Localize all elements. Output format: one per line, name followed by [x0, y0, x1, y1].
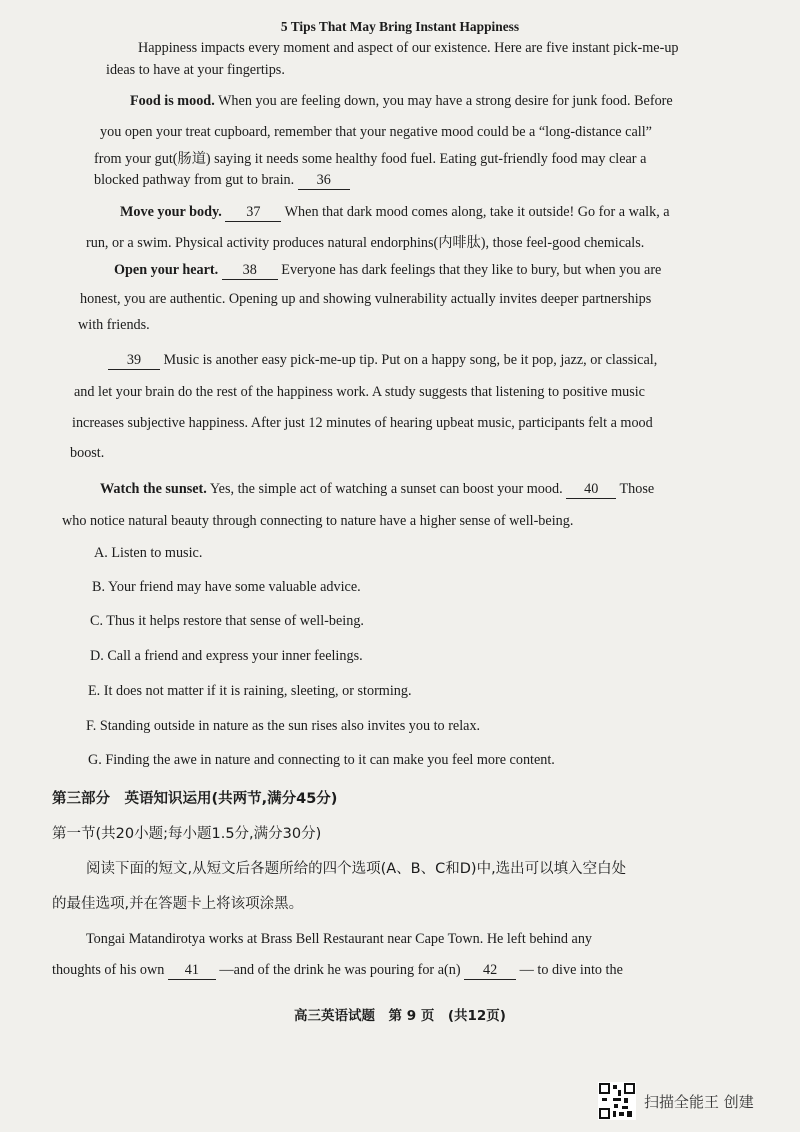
- music-paragraph-line-1: [108, 352, 657, 370]
- qr-code-icon: [598, 1082, 636, 1120]
- cloze-text-2a: thoughts of his own: [52, 962, 165, 978]
- cloze-text-2b: —and of the drink he was pouring for a(n): [219, 962, 461, 978]
- blank-38: 38: [222, 262, 278, 280]
- sunset-paragraph-line-2: who notice natural beauty through connecting to nature have a higher sense of well-being.: [62, 513, 574, 529]
- option-d: D. Call a friend and express your inner feelings.: [90, 648, 363, 664]
- scanner-watermark: [598, 1082, 754, 1120]
- food-paragraph-line-1: [130, 93, 673, 110]
- food-text-1: When you are feeling down, you may have a strong desire for junk food. Before: [214, 93, 673, 109]
- intro-line-1: Happiness impacts every moment and aspect of our existence. Here are five instant pick-me-up: [138, 40, 679, 56]
- heart-text-1: Everyone has dark feelings that they like to bury, but when you are: [277, 262, 662, 278]
- food-paragraph-line-3: from your gut(肠道) saying it needs some healthy food fuel. Eating gut-friendly food may clear a: [94, 151, 647, 167]
- part3-heading: 第三部分 英语知识运用(共两节,满分45分): [52, 791, 338, 807]
- body-heading: Move your body.: [120, 204, 222, 220]
- food-text-4: blocked pathway from gut to brain.: [94, 172, 295, 188]
- option-f: F. Standing outside in nature as the sun rises also invites you to relax.: [86, 718, 481, 734]
- heart-paragraph-line-2: honest, you are authentic. Opening up and showing vulnerability actually invites deeper partnerships: [80, 291, 652, 307]
- sunset-paragraph-line-1: [100, 481, 654, 499]
- heart-heading: Open your heart.: [114, 262, 219, 278]
- body-paragraph-line-1: [120, 204, 670, 222]
- blank-36: 36: [298, 172, 350, 190]
- part3-instructions-1: 阅读下面的短文,从短文后各题所给的四个选项(A、B、C和D)中,选出可以填入空白处: [86, 861, 627, 877]
- blank-42: 42: [464, 962, 516, 980]
- food-paragraph-line-4: [94, 172, 350, 190]
- sunset-text-1b: Those: [616, 481, 655, 497]
- music-paragraph-line-4: boost.: [70, 445, 105, 461]
- option-g: G. Finding the awe in nature and connecting to it can make you feel more content.: [88, 752, 555, 768]
- option-b: B. Your friend may have some valuable advice.: [92, 579, 361, 595]
- option-a: A. Listen to music.: [94, 545, 203, 561]
- food-paragraph-line-2: you open your treat cupboard, remember that your negative mood could be a “long-distance call”: [100, 124, 652, 140]
- body-paragraph-line-2: run, or a swim. Physical activity produces natural endorphins(内啡肽), those feel-good chemicals.: [86, 235, 645, 251]
- option-e: E. It does not matter if it is raining, sleeting, or storming.: [88, 683, 412, 699]
- part3-section1: 第一节(共20小题;每小题1.5分,满分30分): [52, 826, 322, 842]
- body-text-1: When that dark mood comes along, take it outside! Go for a walk, a: [281, 204, 670, 220]
- cloze-line-2: [52, 962, 623, 980]
- heart-paragraph-line-3: with friends.: [78, 317, 150, 333]
- cloze-text-2c: — to dive into the: [519, 962, 623, 978]
- blank-39: 39: [108, 352, 160, 370]
- cloze-line-1: Tongai Matandirotya works at Brass Bell Restaurant near Cape Town. He left behind any: [86, 931, 593, 947]
- food-heading: Food is mood.: [130, 93, 215, 109]
- heart-paragraph-line-1: [114, 262, 661, 280]
- blank-40: 40: [566, 481, 616, 499]
- blank-37: 37: [225, 204, 281, 222]
- sunset-heading: Watch the sunset.: [100, 481, 207, 497]
- brand-label: 扫描全能王 创建: [644, 1092, 754, 1111]
- music-text-1: Music is another easy pick-me-up tip. Put on a happy song, be it pop, jazz, or classical,: [160, 352, 658, 368]
- blank-41: 41: [168, 962, 216, 980]
- intro-line-2: ideas to have at your fingertips.: [106, 62, 285, 78]
- passage-title: 5 Tips That May Bring Instant Happiness: [280, 19, 520, 34]
- music-paragraph-line-3: increases subjective happiness. After just 12 minutes of hearing upbeat music, participants felt a mood: [72, 415, 653, 431]
- option-c: C. Thus it helps restore that sense of well-being.: [90, 613, 364, 629]
- music-paragraph-line-2: and let your brain do the rest of the happiness work. A study suggests that listening to positive music: [74, 384, 645, 400]
- page-footer: 高三英语试题 第 9 页 (共12页): [294, 1008, 506, 1024]
- sunset-text-1: Yes, the simple act of watching a sunset can boost your mood.: [206, 481, 563, 497]
- part3-instructions-2: 的最佳选项,并在答题卡上将该项涂黑。: [52, 896, 304, 912]
